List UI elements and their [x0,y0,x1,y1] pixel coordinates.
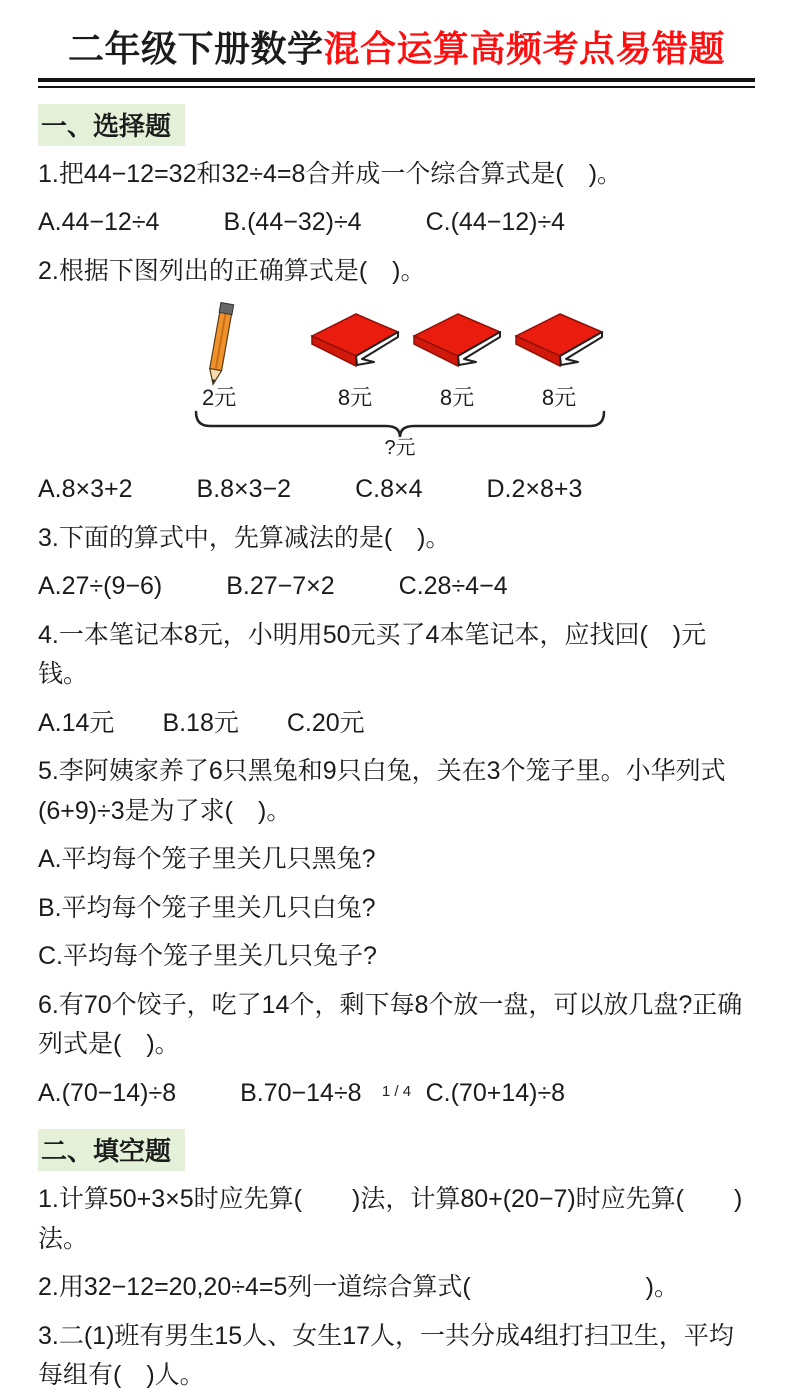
option-a: A.8×3+2 [38,475,133,504]
pencil-price-label: 2元 [202,385,237,411]
option-a: A.14元 [38,708,115,737]
book-icon [414,314,500,366]
question-5-option-c: C.平均每个笼子里关几只兔子? [38,942,377,971]
price-diagram [190,300,640,460]
question-4-text: 4.一本笔记本8元，小明用50元买了4本笔记本，应找回( )元钱。 [38,620,707,689]
section-1-heading [38,104,755,146]
page-title [38,26,755,73]
brace [196,412,604,437]
option-c: C.(70+14)÷8 [425,1078,566,1107]
question-3-options [38,567,755,607]
question-3-text: 3.下面的算式中，先算减法的是( )。 [38,523,451,552]
question-1-text: 1.把44−12=32和32÷4=8合并成一个综合算式是( )。 [38,159,623,188]
question-4-options [38,704,755,744]
option-b: B.18元 [162,708,239,737]
page-number: 1 / 4 [381,1083,412,1100]
book-price-label: 8元 [337,385,373,411]
option-a: A.44−12÷4 [38,208,160,237]
question-5-text: 5.李阿姨家养了6只黑兔和9只白兔，关在3个笼子里。小华列式(6+9)÷3是为了求( )。 [38,757,726,825]
title-topic-part: 混合运算高频考点易错题 [323,28,726,69]
option-a: A.27÷(9−6) [38,572,163,601]
option-b: B.70−14÷8 [240,1078,362,1107]
section-2-heading-label: 二、填空题 [38,1129,185,1171]
option-b: B.27−7×2 [226,572,335,601]
fill-question-2-text: 2.用32−12=20,20÷4=5列一道综合算式( )。 [38,1273,680,1302]
option-b: B.(44−32)÷4 [223,208,362,237]
option-c: C.28÷4−4 [398,572,508,601]
pencil-icon [207,303,234,386]
question-2-text: 2.根据下图列出的正确算式是( )。 [38,256,426,285]
option-a: A.(70−14)÷8 [38,1078,177,1107]
option-c: C.8×4 [355,475,423,504]
question-5-option-b: B.平均每个笼子里关几只白兔? [38,893,376,922]
option-c: C.(44−12)÷4 [425,208,566,237]
question-1-options [38,203,755,243]
fill-question-1-text: 1.计算50+3×5时应先算( )法，计算80+(20−7)时应先算( )法。 [38,1185,743,1253]
book-price-label: 8元 [439,385,475,411]
book-icon [312,314,398,366]
question-2-figure [190,300,755,461]
question-5-option-a: A.平均每个笼子里关几只黑兔? [38,845,376,874]
question-6-text: 6.有70个饺子，吃了14个，剩下每8个放一盘，可以放几盘?正确列式是( )。 [38,990,743,1059]
total-price-label: ?元 [384,437,416,460]
section-1-heading-label: 一、选择题 [38,104,185,146]
title-underline [38,78,755,88]
question-2-options [38,470,755,510]
title-grade-part: 二年级下册数学 [67,28,324,69]
section-2-heading [38,1129,755,1171]
option-c: C.20元 [286,708,365,737]
option-d: D.2×8+3 [486,475,583,504]
book-price-label: 8元 [541,385,577,411]
book-icon [516,314,602,366]
fill-question-3-text: 3.二(1)班有男生15人、女生17人，一共分成4组打扫卫生，平均每组有( )人。 [38,1321,734,1390]
option-b: B.8×3−2 [196,475,292,504]
